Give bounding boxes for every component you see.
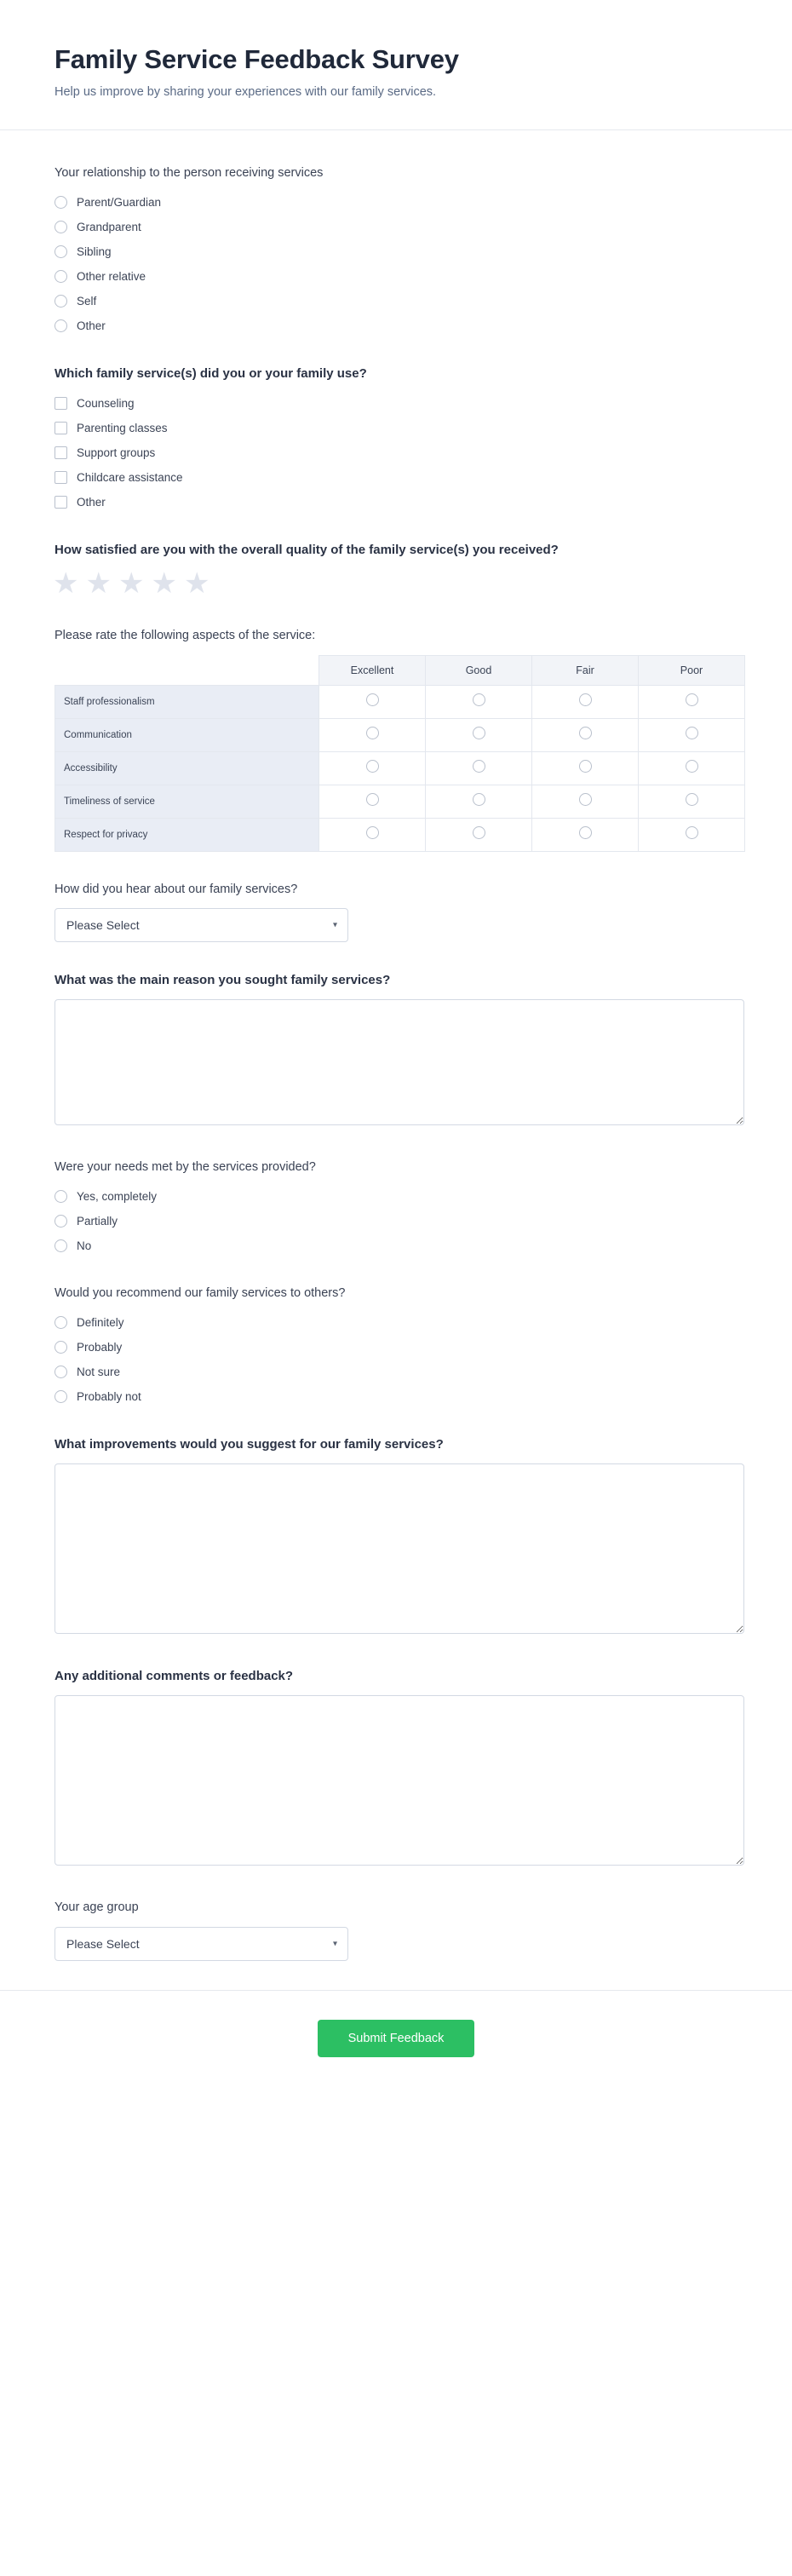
radio-icon[interactable] (366, 693, 379, 706)
option-label: Support groups (77, 446, 156, 459)
radio-option-probably[interactable] (55, 1337, 737, 1357)
radio-option-other-relative[interactable] (55, 266, 737, 286)
radio-icon[interactable] (55, 196, 67, 209)
radio-option-sibling[interactable] (55, 241, 737, 262)
checkbox-icon[interactable] (55, 422, 67, 434)
checkbox-option-counseling[interactable] (55, 393, 737, 413)
page-subtitle: Help us improve by sharing your experiences with our family services. (55, 85, 437, 99)
radio-icon[interactable] (55, 1390, 67, 1403)
matrix-table-wrapper (55, 655, 737, 852)
form-footer (0, 1990, 792, 2096)
checkbox-option-other[interactable] (55, 492, 737, 512)
star-icon-2[interactable]: ★ (85, 567, 112, 601)
radio-icon[interactable] (686, 826, 698, 839)
radio-icon[interactable] (473, 760, 485, 773)
radio-icon[interactable] (55, 270, 67, 283)
radio-option-no[interactable] (55, 1235, 737, 1256)
radio-icon[interactable] (579, 793, 592, 806)
question-satisfaction (53, 541, 737, 601)
matrix-cell-privacy-good[interactable] (426, 818, 532, 851)
age-group-select-wrapper (55, 1927, 348, 1961)
page-title: Family Service Feedback Survey (55, 44, 459, 74)
radio-icon[interactable] (686, 727, 698, 739)
checkbox-option-support-groups[interactable] (55, 442, 737, 463)
table-row (55, 818, 745, 851)
matrix-table (55, 655, 745, 852)
option-label: Other relative (77, 269, 146, 283)
question-label: Were your needs met by the services provided? (55, 1159, 316, 1174)
option-label: Yes, completely (77, 1189, 158, 1203)
radio-icon[interactable] (366, 826, 379, 839)
radio-icon[interactable] (55, 245, 67, 258)
matrix-col-good: Good (426, 655, 532, 685)
matrix-cell-accessibility-poor[interactable] (639, 751, 745, 785)
radio-option-not-sure[interactable] (55, 1361, 737, 1382)
question-label: Would you recommend our family services to others? (55, 1286, 346, 1301)
radio-option-self[interactable] (55, 290, 737, 311)
table-row (55, 751, 745, 785)
radio-icon[interactable] (55, 1316, 67, 1329)
matrix-cell-timeliness-excellent[interactable] (319, 785, 426, 818)
radio-option-probably-not[interactable] (55, 1386, 737, 1406)
radio-icon[interactable] (473, 826, 485, 839)
question-main-reason (55, 971, 737, 1130)
form-body (0, 130, 792, 1961)
radio-option-other[interactable] (55, 315, 737, 336)
question-services-used (55, 365, 737, 512)
radio-icon[interactable] (366, 793, 379, 806)
star-icon-5[interactable]: ★ (183, 567, 210, 601)
radio-option-parent-guardian[interactable] (55, 192, 737, 212)
main-reason-textarea[interactable] (55, 999, 744, 1125)
radio-icon[interactable] (473, 793, 485, 806)
matrix-row-communication: Communication (55, 718, 319, 751)
option-label: Partially (77, 1214, 118, 1228)
radio-icon[interactable] (55, 295, 67, 308)
matrix-cell-timeliness-fair[interactable] (532, 785, 639, 818)
matrix-col-excellent: Excellent (319, 655, 426, 685)
matrix-row-accessibility: Accessibility (55, 751, 319, 785)
radio-icon[interactable] (686, 760, 698, 773)
table-row (55, 718, 745, 751)
matrix-cell-communication-fair[interactable] (532, 718, 639, 751)
question-aspects-matrix (55, 627, 737, 851)
matrix-row-respect-privacy: Respect for privacy (55, 818, 319, 851)
checkbox-option-childcare-assistance[interactable] (55, 467, 737, 487)
radio-icon[interactable] (579, 760, 592, 773)
checkbox-icon[interactable] (55, 446, 67, 459)
radio-option-partially[interactable] (55, 1210, 737, 1231)
matrix-col-poor: Poor (639, 655, 745, 685)
radio-icon[interactable] (55, 1366, 67, 1378)
improvements-textarea[interactable] (55, 1463, 744, 1634)
star-icon-1[interactable]: ★ (53, 567, 79, 601)
question-label: What improvements would you suggest for our family services? (55, 1437, 444, 1452)
radio-option-definitely[interactable] (55, 1312, 737, 1332)
question-relationship (55, 164, 737, 336)
matrix-corner-cell (55, 655, 319, 685)
option-label: Counseling (77, 396, 135, 410)
question-additional-comments (55, 1667, 737, 1870)
checkbox-icon[interactable] (55, 496, 67, 509)
matrix-cell-timeliness-poor[interactable] (639, 785, 745, 818)
radio-option-grandparent[interactable] (55, 216, 737, 237)
option-label: Childcare assistance (77, 470, 183, 484)
option-label: Self (77, 294, 97, 308)
option-label: Parenting classes (77, 421, 168, 434)
star-rating[interactable] (53, 567, 737, 601)
form-header (0, 0, 792, 130)
radio-icon[interactable] (579, 727, 592, 739)
star-icon-4[interactable]: ★ (151, 567, 177, 601)
option-label: Grandparent (77, 220, 141, 233)
matrix-cell-privacy-fair[interactable] (532, 818, 639, 851)
radio-icon[interactable] (686, 693, 698, 706)
radio-icon[interactable] (579, 826, 592, 839)
matrix-cell-privacy-poor[interactable] (639, 818, 745, 851)
age-group-select[interactable] (55, 1927, 348, 1961)
table-row (55, 685, 745, 718)
option-label: Parent/Guardian (77, 195, 162, 209)
matrix-header-row (55, 655, 745, 685)
question-label: Please rate the following aspects of the service: (55, 629, 316, 643)
checkbox-icon[interactable] (55, 397, 67, 410)
question-improvements (55, 1435, 737, 1638)
hear-about-select-wrapper (55, 908, 348, 942)
matrix-cell-accessibility-good[interactable] (426, 751, 532, 785)
table-row (55, 785, 745, 818)
matrix-cell-timeliness-good[interactable] (426, 785, 532, 818)
question-age-group (55, 1899, 737, 1960)
matrix-row-timeliness: Timeliness of service (55, 785, 319, 818)
option-label: Other (77, 495, 106, 509)
option-label: Other (77, 319, 106, 332)
option-label: Probably not (77, 1389, 141, 1403)
matrix-cell-accessibility-excellent[interactable] (319, 751, 426, 785)
question-needs-met (55, 1159, 737, 1256)
question-recommend (55, 1285, 737, 1406)
additional-comments-textarea[interactable] (55, 1695, 744, 1866)
matrix-cell-privacy-excellent[interactable] (319, 818, 426, 851)
radio-icon[interactable] (55, 1239, 67, 1252)
matrix-col-fair: Fair (532, 655, 639, 685)
radio-icon[interactable] (686, 793, 698, 806)
option-label: Probably (77, 1340, 123, 1354)
radio-icon[interactable] (579, 693, 592, 706)
chevron-down-icon: ▾ (332, 920, 337, 930)
radio-icon[interactable] (55, 1215, 67, 1228)
checkbox-icon[interactable] (55, 471, 67, 484)
submit-feedback-button[interactable]: Submit Feedback (318, 2020, 475, 2057)
matrix-cell-staff-fair[interactable] (532, 685, 639, 718)
radio-icon[interactable] (55, 1190, 67, 1203)
matrix-cell-staff-excellent[interactable] (319, 685, 426, 718)
radio-icon[interactable] (473, 727, 485, 739)
question-label: What was the main reason you sought family services? (55, 972, 391, 987)
matrix-cell-staff-poor[interactable] (639, 685, 745, 718)
option-label: Sibling (77, 244, 112, 258)
matrix-cell-communication-excellent[interactable] (319, 718, 426, 751)
radio-icon[interactable] (366, 760, 379, 773)
radio-icon[interactable] (55, 1341, 67, 1354)
radio-icon[interactable] (366, 727, 379, 739)
matrix-row-staff-professionalism: Staff professionalism (55, 685, 319, 718)
question-label: Any additional comments or feedback? (55, 1669, 294, 1684)
option-label: Not sure (77, 1365, 121, 1378)
star-icon-3[interactable]: ★ (118, 567, 145, 601)
matrix-cell-communication-good[interactable] (426, 718, 532, 751)
option-label: Definitely (77, 1315, 124, 1329)
question-label: How satisfied are you with the overall quality of the family service(s) you received? (55, 543, 559, 558)
radio-icon[interactable] (473, 693, 485, 706)
option-label: No (77, 1239, 92, 1252)
checkbox-option-parenting-classes[interactable] (55, 417, 737, 438)
radio-option-yes-completely[interactable] (55, 1186, 737, 1206)
question-label: Your relationship to the person receiving services (55, 166, 324, 180)
question-hear-about (55, 881, 737, 942)
radio-icon[interactable] (55, 319, 67, 332)
chevron-down-icon: ▾ (332, 1939, 337, 1949)
question-label: Which family service(s) did you or your family use? (55, 366, 367, 382)
radio-icon[interactable] (55, 221, 67, 233)
question-label: How did you hear about our family services? (55, 882, 298, 896)
question-label: Your age group (55, 1900, 139, 1915)
matrix-cell-communication-poor[interactable] (639, 718, 745, 751)
matrix-cell-accessibility-fair[interactable] (532, 751, 639, 785)
matrix-cell-staff-good[interactable] (426, 685, 532, 718)
hear-about-select[interactable] (55, 908, 348, 942)
